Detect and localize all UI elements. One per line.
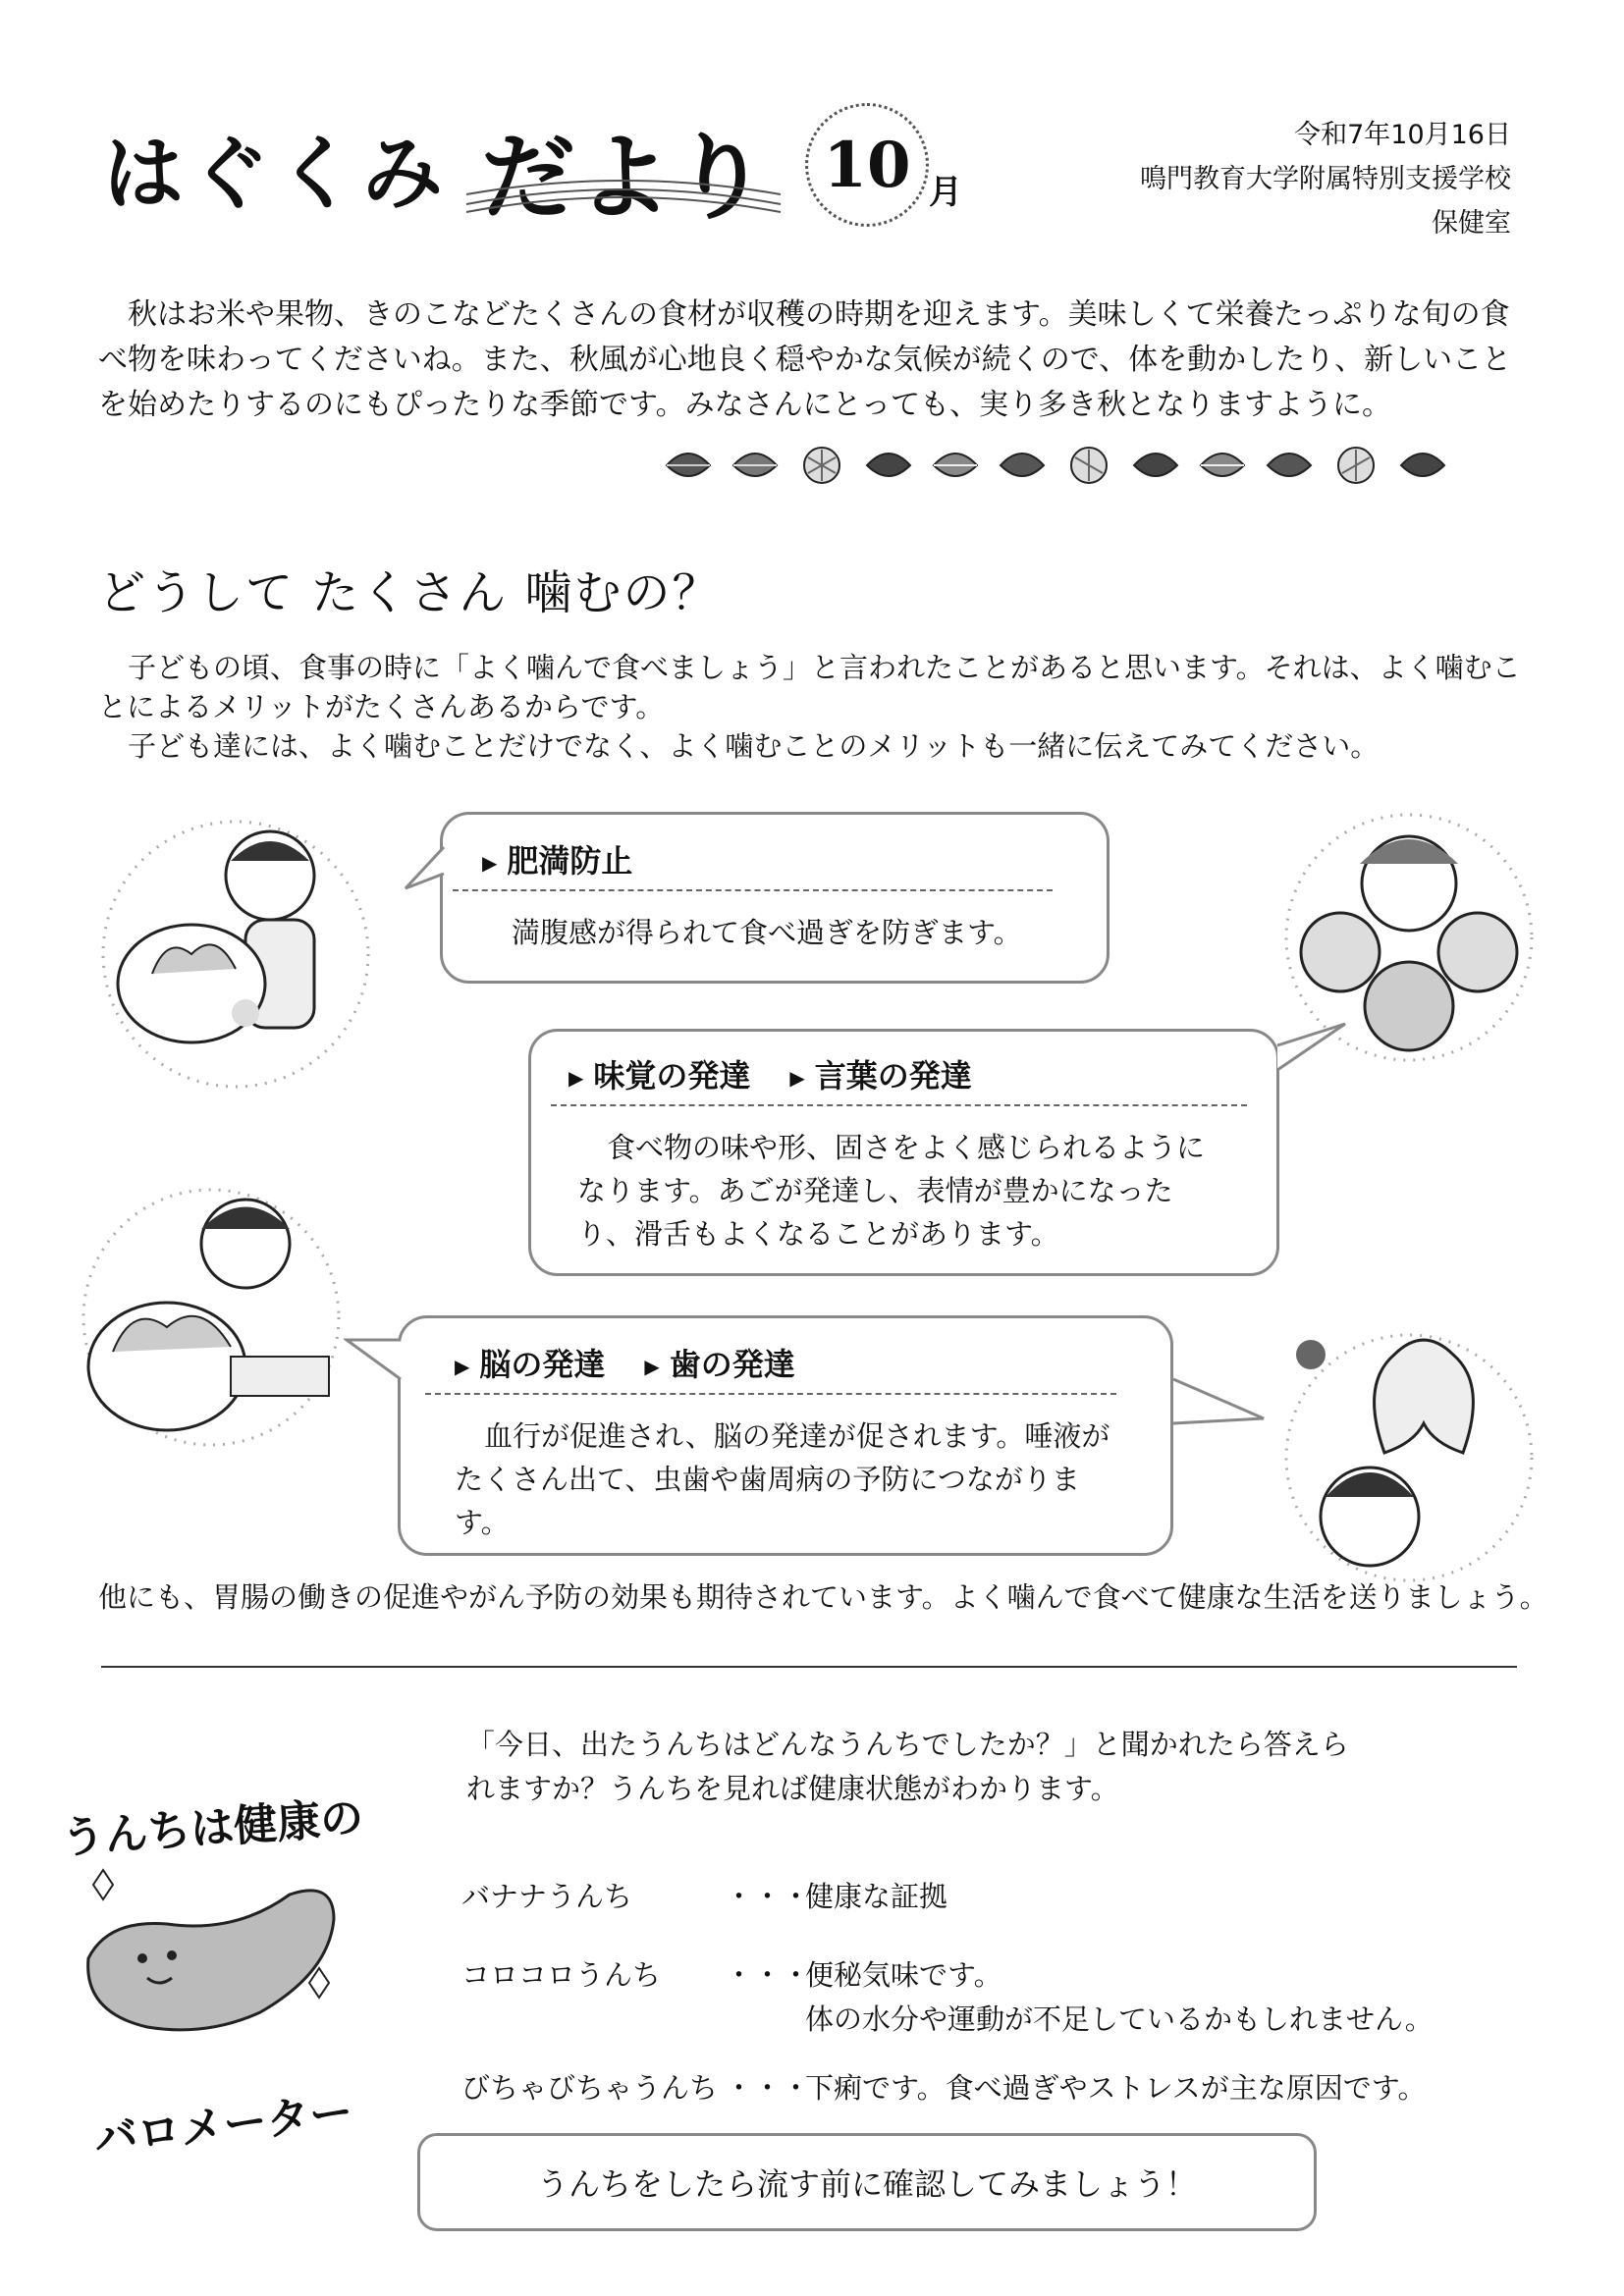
bubble-pointer [1170, 1374, 1269, 1433]
girl-obesity-illustration [98, 807, 373, 1092]
newsletter-title: はぐくみ [103, 128, 450, 221]
bubble-head [401, 1340, 1170, 1385]
issue-date: 令和7年10月16日 [1294, 120, 1511, 150]
benefit-description: 血行が促進され、脳の発達が促されます。唾液がたくさん出て、虫歯や歯周病の予防につながります。 [455, 1419, 1110, 1539]
leaf-icon [663, 444, 714, 485]
unchi-type-desc-2: 体の水分や運動が不足しているかもしれません。 [805, 2002, 1434, 2036]
benefit-description: 食べ物の味や形、固さをよく感じられるようになります。あごが発達し、表情が豊かになったり、滑舌もよくなることがあります。 [577, 1131, 1206, 1251]
leaf-icon [1130, 444, 1181, 485]
benefit-bubble-taste-speech [528, 1029, 1279, 1276]
unchi-intro: 「今日、出たうんちはどんなうんちでしたか？」と聞かれたら答えられますか？うんちを見れば健康状態がわかります。 [466, 1728, 1349, 1805]
leaf-icon [863, 444, 914, 485]
leaf-icon [1063, 444, 1114, 485]
leaf-icon [997, 444, 1048, 485]
unchi-type-dots: ・・・ [725, 1958, 811, 1992]
benefit-title: 歯の発達 [669, 1346, 795, 1383]
other-benefits-text: 他にも、胃腸の働きの促進やがん予防の効果も期待されています。よく噛んで食べて健康な生活を送りましょう。 [98, 1580, 1548, 1614]
bubble-pointer [1274, 1021, 1348, 1080]
benefit-description: 満腹感が得られて食べ過ぎを防ぎます。 [512, 916, 1022, 949]
unchi-check-reminder [417, 2133, 1317, 2231]
unchi-logo-top: うんちは健康の [59, 1792, 365, 1864]
unchi-type-desc: 便秘気味です。 [805, 1958, 1002, 1992]
benefit-title: 味覚の発達 [593, 1057, 751, 1095]
leaf-icon [1264, 444, 1315, 485]
leaf-icon [730, 444, 781, 485]
month-suffix: 月 [929, 173, 962, 212]
bubble-head [443, 836, 1107, 881]
leaf-icon [1197, 444, 1248, 485]
triangle-bullet-icon: ▶ [455, 1355, 470, 1378]
newsletter-title-dayori: だより [481, 123, 770, 233]
leaf-icon [796, 444, 847, 485]
reminder-text: うんちをしたら流す前に確認してみましょう！ [536, 2165, 1197, 2203]
month-badge [805, 103, 929, 227]
unchi-type-desc: 健康な証拠 [805, 1880, 948, 1913]
leaf-icon [930, 444, 981, 485]
chewing-paragraph-2: 子ども達には、よく噛むことだけでなく、よく噛むことのメリットも一緒に伝えてみてください。 [128, 729, 1380, 763]
header-info [1140, 113, 1511, 245]
dashed-divider [425, 1393, 1116, 1395]
section-divider [101, 1666, 1517, 1668]
unchi-type-name: びちゃびちゃうんち [461, 2071, 719, 2105]
triangle-bullet-icon: ▶ [482, 851, 498, 875]
benefit-title: 肥満防止 [507, 842, 633, 880]
chewing-section-title: どうして たくさん 噛むの？ [98, 565, 722, 620]
dashed-divider [453, 889, 1053, 891]
leaf-decoration-row [663, 444, 1448, 485]
unchi-type-name: コロコロうんち [461, 1958, 662, 1992]
chewing-paragraph-1: 子どもの頃、食事の時に「よく噛んで食べましょう」と言われたことがあると思います。それは、よく噛むことによるメリットがたくさんあるからです。 [98, 651, 1521, 723]
school-name: 鳴門教育大学附属特別支援学校 [1140, 164, 1511, 194]
unchi-mascot-illustration [79, 1865, 353, 2052]
benefit-bubble-brain-teeth [398, 1315, 1173, 1556]
benefit-bubble-obesity [440, 812, 1110, 984]
unchi-logo-bottom: バロメーター [91, 2087, 355, 2164]
unchi-type-name: バナナうんち [461, 1880, 633, 1913]
bubble-pointer [403, 844, 447, 893]
month-number: 10 [823, 128, 911, 202]
triangle-bullet-icon: ▶ [644, 1355, 660, 1378]
unchi-type-dots: ・・・ [725, 2071, 811, 2105]
unchi-type-desc: 下痢です。食べ過ぎやストレスが主な原因です。 [805, 2071, 1427, 2105]
dashed-divider [551, 1104, 1247, 1106]
boy-brain-illustration [74, 1170, 349, 1455]
intro-paragraph: 秋はお米や果物、きのこなどたくさんの食材が収穫の時期を迎えます。美味しくて栄養たっぷりな旬の食べ物を味わってくださいね。また、秋風が心地良く穏やかな気候が続くので、体を動かしたり、新しいことを始めたりするのにもぴったりな季節です。みなさんにとっても、実り多き秋となりますように。 [98, 297, 1512, 422]
triangle-bullet-icon: ▶ [568, 1066, 584, 1090]
chewing-intro [98, 648, 1532, 766]
title-swoosh-lines [461, 175, 785, 214]
benefit-title: 脳の発達 [479, 1346, 606, 1383]
triangle-bullet-icon: ▶ [789, 1066, 805, 1090]
bubble-pointer [344, 1335, 403, 1394]
benefit-title: 言葉の発達 [814, 1057, 972, 1095]
bubble-head [531, 1051, 1276, 1096]
leaf-icon [1330, 444, 1381, 485]
office-name: 保健室 [1432, 208, 1511, 239]
unchi-type-dots: ・・・ [725, 1880, 811, 1913]
boy-teeth-illustration [1276, 1325, 1542, 1590]
leaf-icon [1397, 444, 1448, 485]
